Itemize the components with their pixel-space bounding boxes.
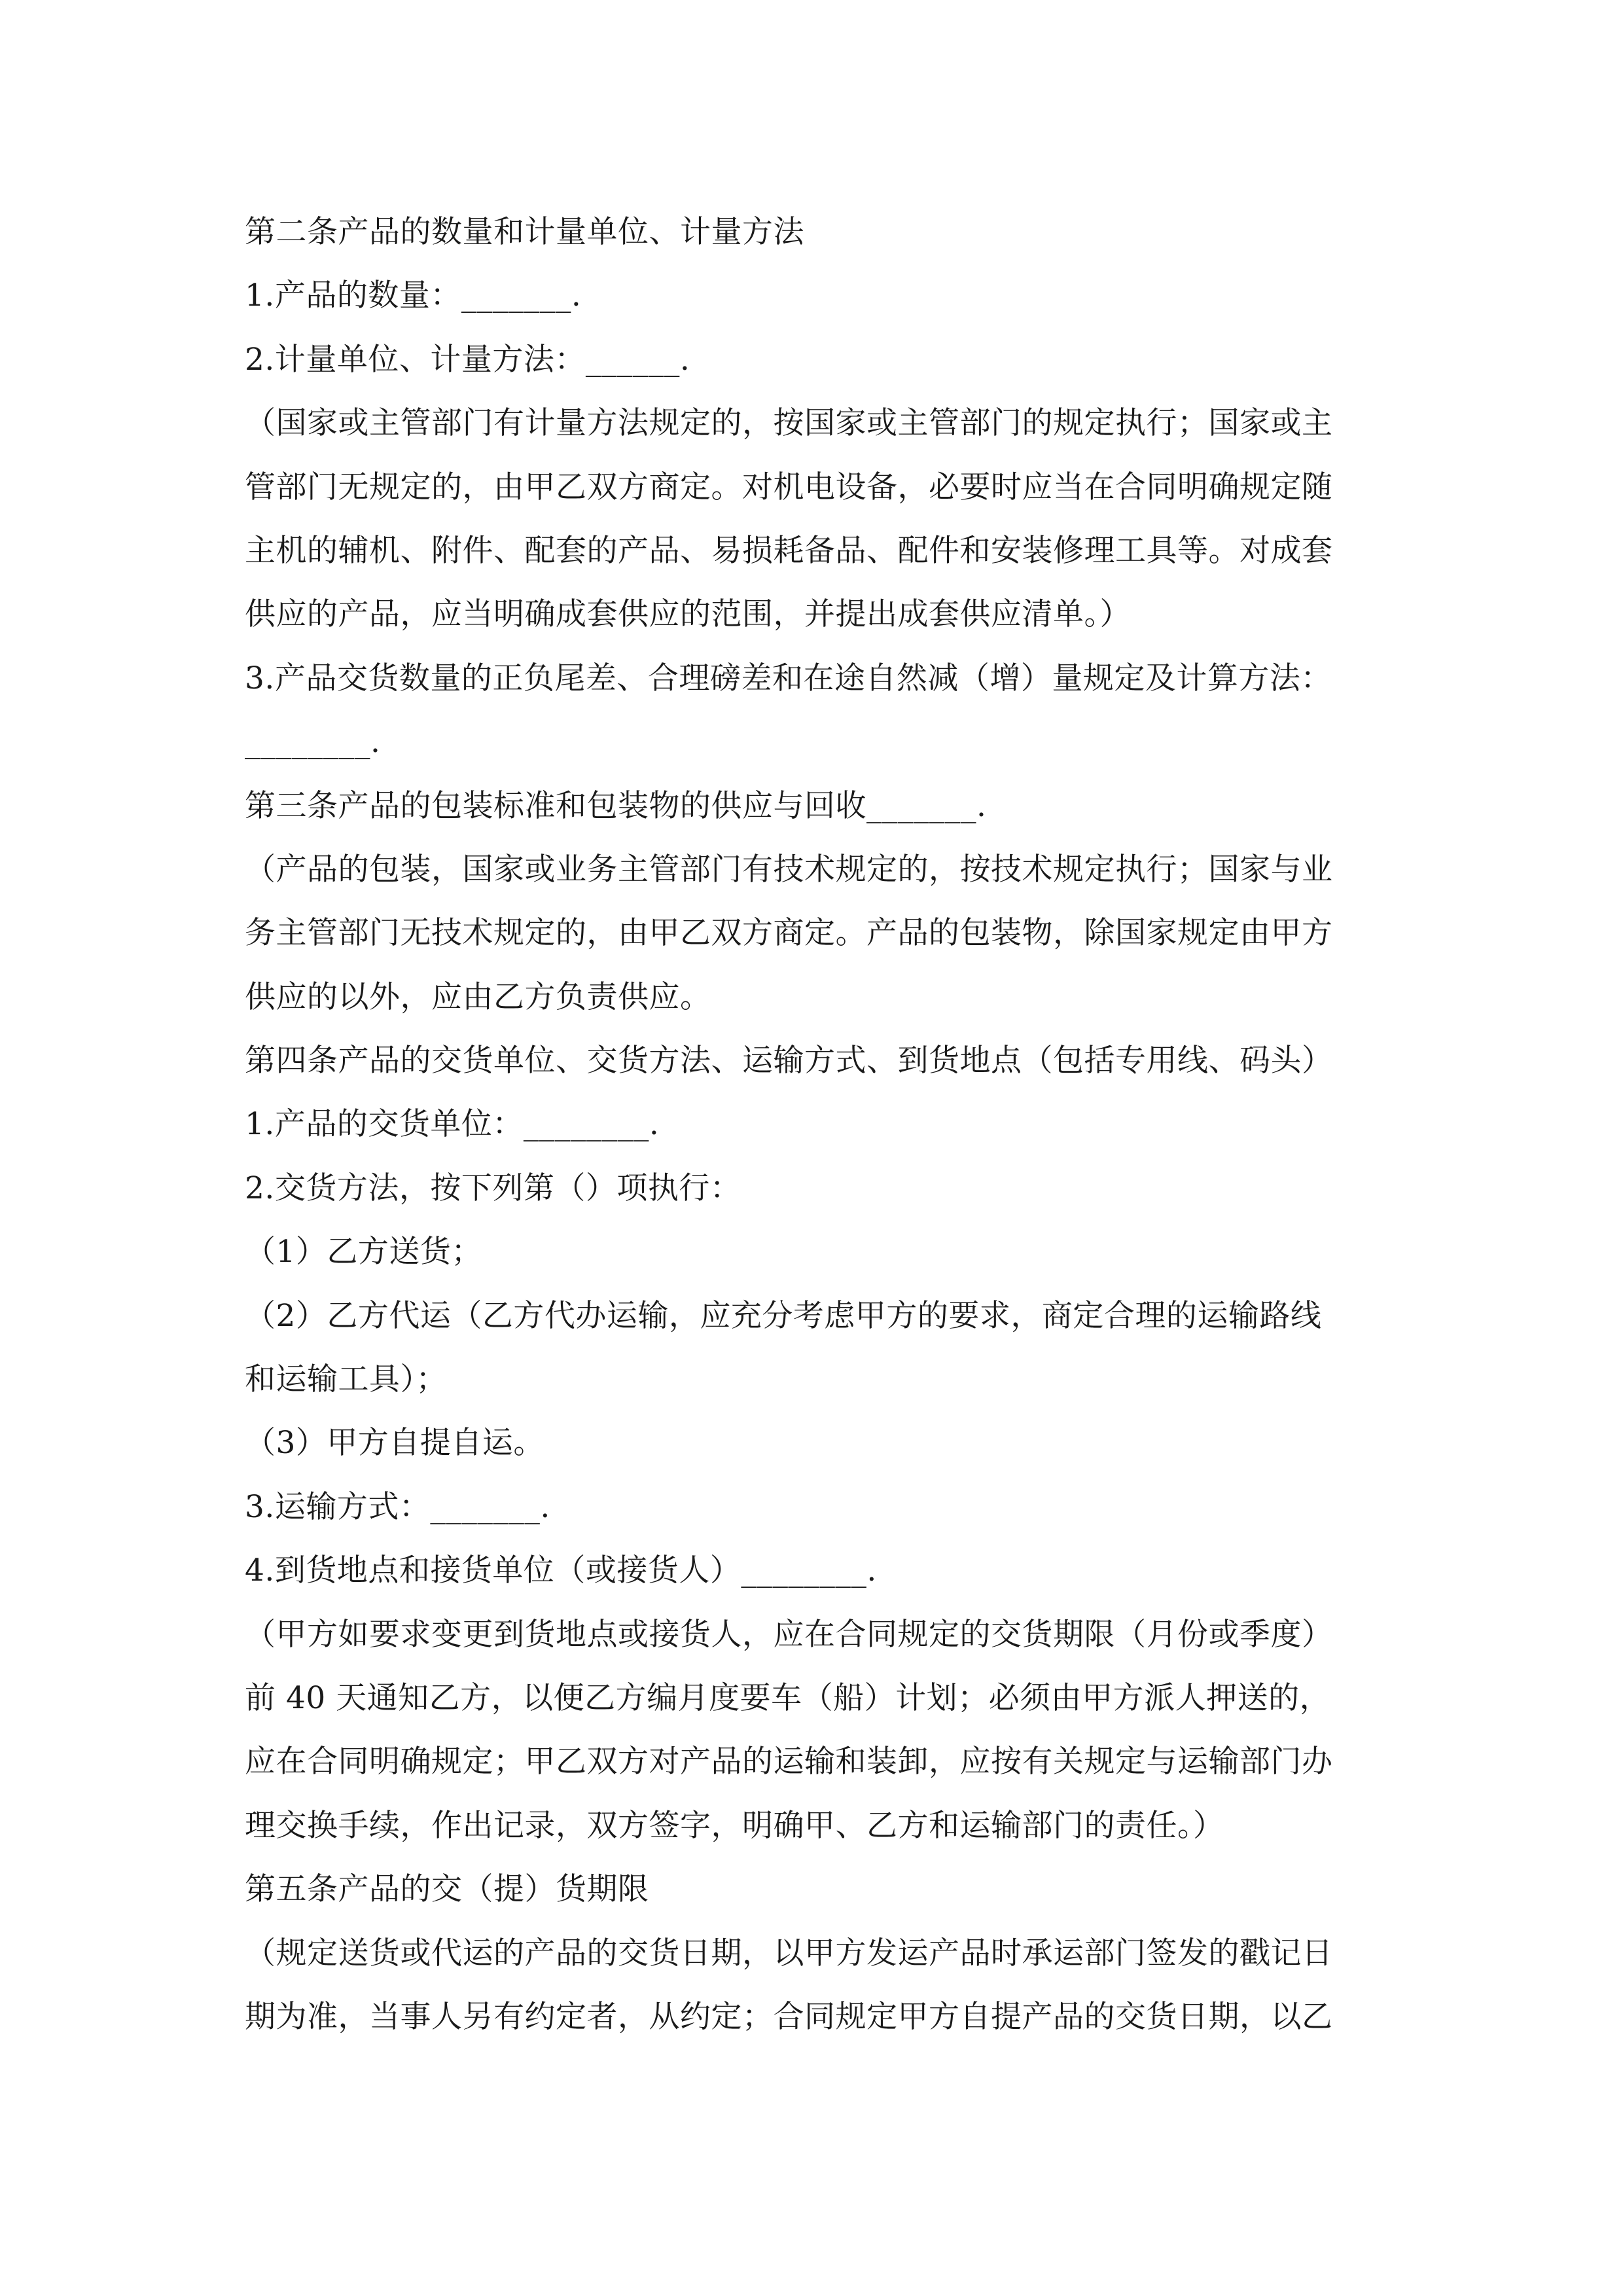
text-line: （2）乙方代运（乙方代办运输，应充分考虑甲方的要求，商定合理的运输路线	[245, 1297, 1322, 1334]
text-line: 供应的产品，应当明确成套供应的范围，并提出成套供应清单。）	[245, 596, 1131, 633]
text-line: 3.产品交货数量的正负尾差、合理磅差和在途自然减（增）量规定及计算方法：	[245, 660, 1332, 696]
text-line: 2.交货方法，按下列第（）项执行：	[245, 1170, 741, 1206]
text-line: （1）乙方送货；	[245, 1234, 482, 1270]
document-body	[245, 200, 1423, 2049]
text-line: （甲方如要求变更到货地点或接货人，应在合同规定的交货期限（月份或季度）	[245, 1616, 1333, 1653]
text-line: 应在合同明确规定；甲乙双方对产品的运输和装卸，应按有关规定与运输部门办	[245, 1744, 1333, 1780]
text-line: 1.产品的交货单位：________.	[245, 1106, 660, 1143]
text-line: （3）甲方自提自运。	[245, 1425, 544, 1462]
text-line: 3.运输方式：_______.	[245, 1488, 550, 1525]
text-line: （产品的包装，国家或业务主管部门有技术规定的，按技术规定执行；国家与业	[245, 851, 1333, 888]
heading-article-4: 第四条产品的交货单位、交货方法、运输方式、到货地点（包括专用线、码头）	[245, 1043, 1333, 1079]
text-line: 理交换手续，作出记录，双方签字，明确甲、乙方和运输部门的责任。）	[245, 1807, 1224, 1844]
text-line: 2.计量单位、计量方法：______.	[245, 341, 690, 378]
text-line: 主机的辅机、附件、配套的产品、易损耗备品、配件和安装修理工具等。对成套	[245, 532, 1333, 569]
heading-article-2: 第二条产品的数量和计量单位、计量方法	[245, 214, 804, 250]
text-line: 前 40 天通知乙方，以便乙方编月度要车（船）计划；必须由甲方派人押送的，	[245, 1679, 1331, 1716]
heading-article-3: 第三条产品的包装标准和包装物的供应与回收_______.	[245, 787, 987, 824]
text-line: （国家或主管部门有计量方法规定的，按国家或主管部门的规定执行；国家或主	[245, 405, 1333, 442]
text-line: ________.	[245, 724, 381, 761]
text-line: 1.产品的数量：_______.	[245, 278, 582, 314]
text-line: 和运输工具）；	[245, 1361, 447, 1398]
text-line: （规定送货或代运的产品的交货日期，以甲方发运产品时承运部门签发的戳记日	[245, 1935, 1333, 1971]
text-line: 期为准，当事人另有约定者，从约定；合同规定甲方自提产品的交货日期，以乙	[245, 1998, 1333, 2035]
text-line: 供应的以外，应由乙方负责供应。	[245, 978, 711, 1015]
text-line: 4.到货地点和接货单位（或接货人）________.	[245, 1552, 877, 1589]
heading-article-5: 第五条产品的交（提）货期限	[245, 1871, 649, 1908]
text-line: 务主管部门无技术规定的，由甲乙双方商定。产品的包装物，除国家规定由甲方	[245, 915, 1333, 952]
text-line: 管部门无规定的，由甲乙双方商定。对机电设备，必要时应当在合同明确规定随	[245, 469, 1333, 505]
